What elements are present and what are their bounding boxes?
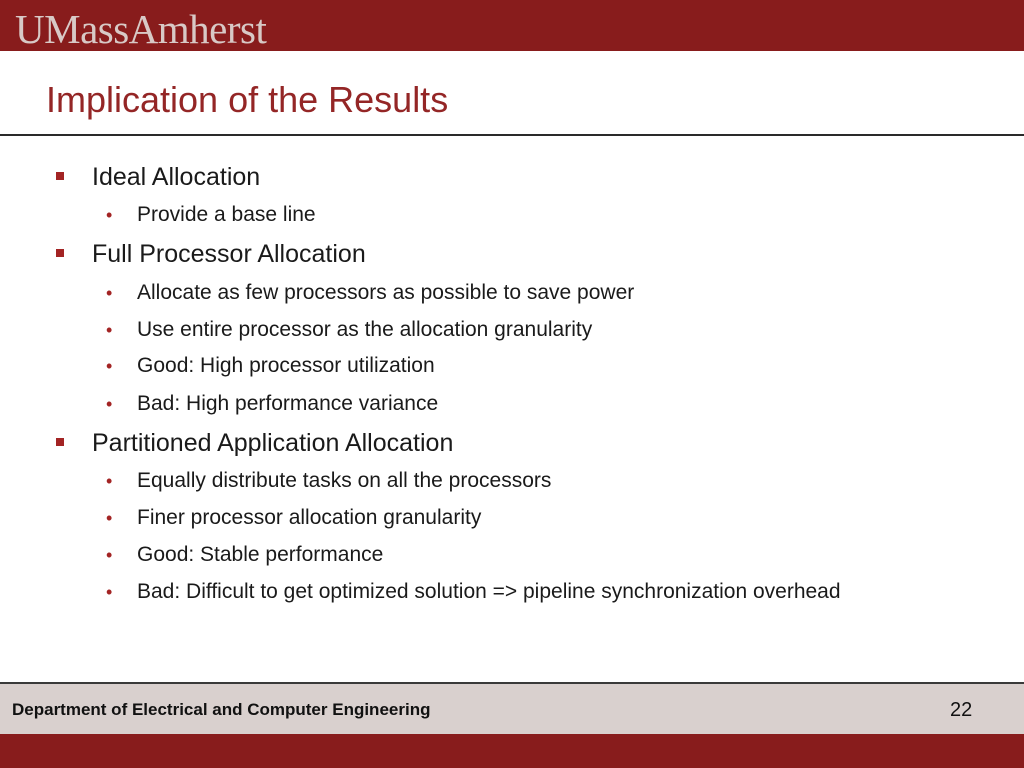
sub-bullet-item — [106, 505, 482, 531]
sub-bullet-item — [106, 280, 635, 306]
round-bullet-icon: • — [106, 471, 113, 491]
square-bullet-icon — [56, 172, 64, 180]
round-bullet-icon: • — [106, 508, 113, 528]
round-bullet-icon: • — [106, 205, 113, 225]
sub-bullet-item — [106, 468, 552, 494]
square-bullet-icon — [56, 438, 64, 446]
sub-bullet-text: Good: Stable performance — [137, 543, 384, 566]
sub-bullet-item — [106, 202, 316, 228]
sub-bullet-text: Bad: High performance variance — [137, 392, 439, 415]
sub-bullet-text: Good: High processor utilization — [137, 354, 435, 377]
sub-bullet-item — [106, 542, 384, 568]
footer-bar — [0, 684, 1024, 734]
sub-bullet-text: Finer processor allocation granularity — [137, 506, 482, 529]
round-bullet-icon: • — [106, 283, 113, 303]
square-bullet-icon — [56, 249, 64, 257]
bullet-text: Partitioned Application Allocation — [92, 429, 454, 457]
sub-bullet-text: Provide a base line — [137, 203, 316, 226]
sub-bullet-text: Allocate as few processors as possible to save power — [137, 281, 635, 304]
round-bullet-icon: • — [106, 582, 113, 602]
sub-bullet-item — [106, 317, 593, 343]
university-logo: UMassAmherst — [15, 6, 267, 52]
sub-bullet-text: Use entire processor as the allocation granularity — [137, 318, 593, 341]
round-bullet-icon: • — [106, 356, 113, 376]
sub-bullet-text: Bad: Difficult to get optimized solution => pipeline synchronization overhead — [137, 580, 841, 603]
slide-title: Implication of the Results — [46, 79, 449, 120]
bullet-text: Full Processor Allocation — [92, 240, 366, 268]
round-bullet-icon: • — [106, 394, 113, 414]
bottom-brand-bar — [0, 734, 1024, 768]
header-bar — [0, 0, 1024, 51]
bullet-item — [92, 162, 260, 192]
round-bullet-icon: • — [106, 545, 113, 565]
title-divider — [0, 134, 1024, 136]
bullet-item — [92, 428, 453, 458]
sub-bullet-item — [106, 579, 841, 605]
bullet-text: Ideal Allocation — [92, 163, 261, 191]
bullet-item — [92, 239, 366, 269]
sub-bullet-item — [106, 353, 435, 379]
sub-bullet-text: Equally distribute tasks on all the processors — [137, 469, 552, 492]
department-name: Department of Electrical and Computer Engineering — [12, 700, 431, 719]
round-bullet-icon: • — [106, 320, 113, 340]
page-number: 22 — [950, 699, 973, 721]
sub-bullet-item — [106, 391, 439, 417]
